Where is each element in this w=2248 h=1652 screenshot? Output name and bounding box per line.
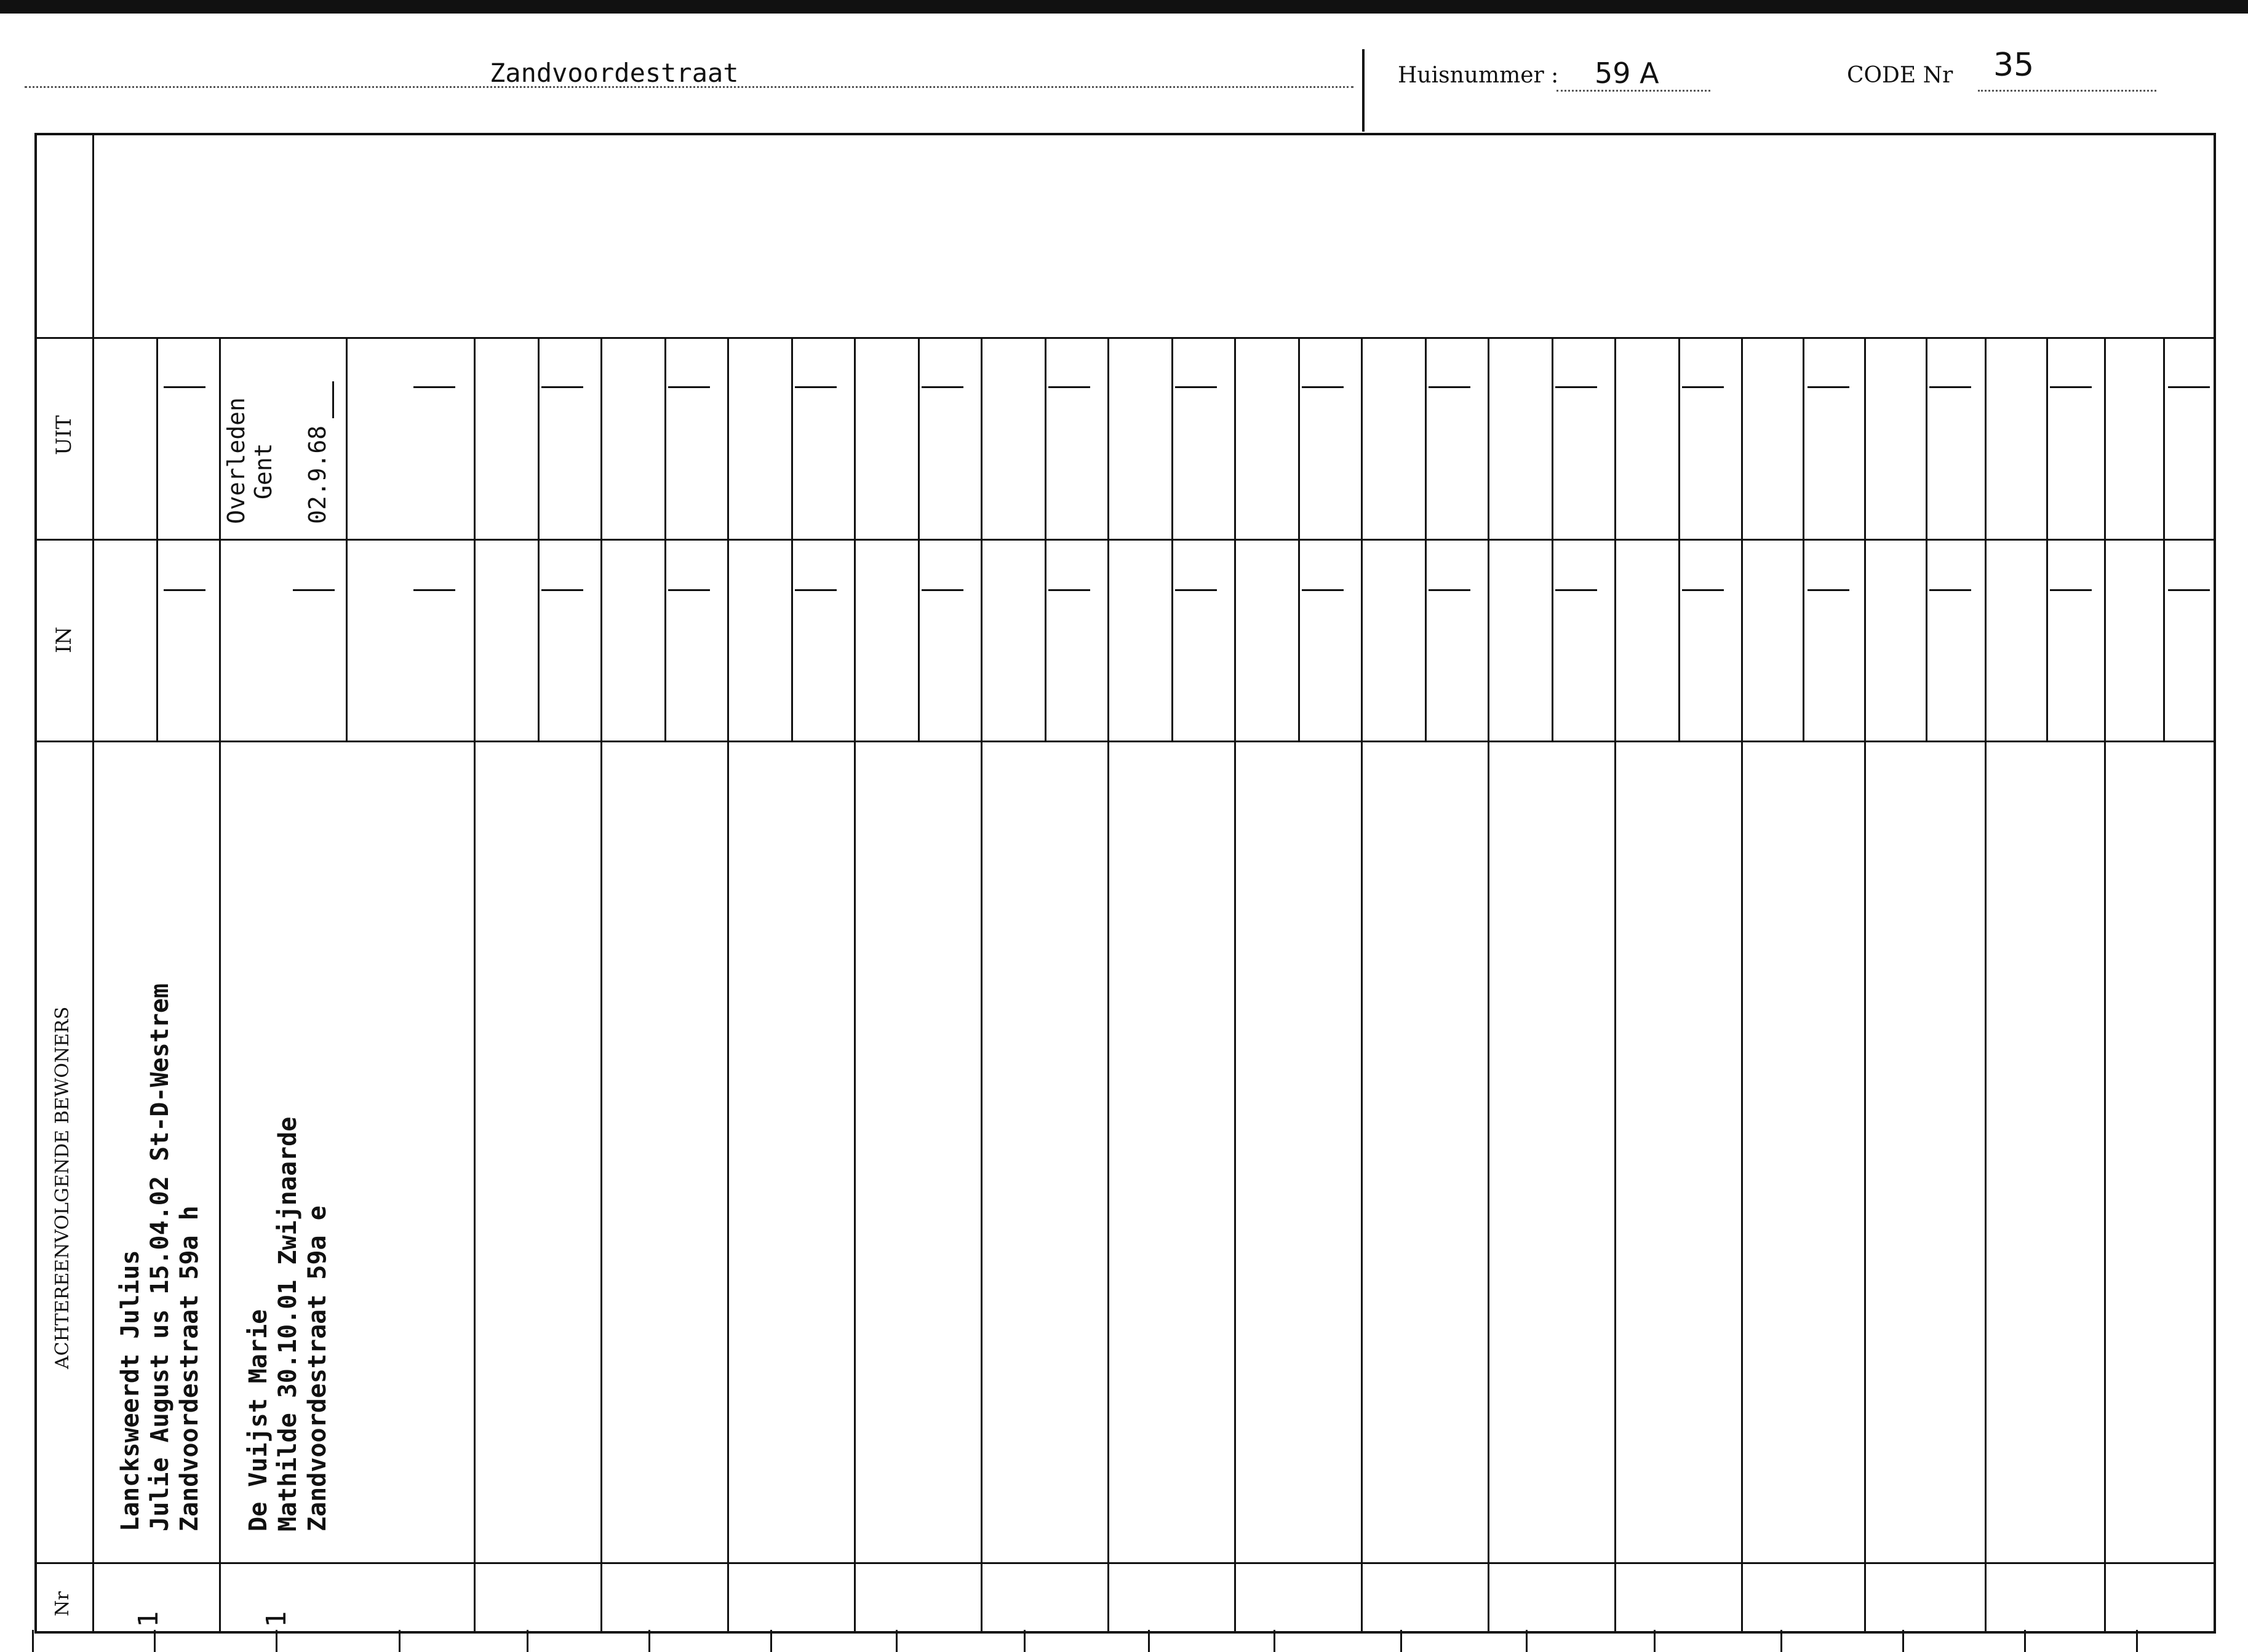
- resident-2-line-3: Zandvoordestraat 59a e: [303, 1205, 332, 1531]
- sub-column-divider: [538, 337, 540, 741]
- line-bewoners-nr: [34, 1562, 2216, 1564]
- code-label: CODE Nr: [1847, 63, 1953, 88]
- bottom-tick: [1526, 1630, 1528, 1652]
- resident-2-line-2: Mathilde 30.10.01 Zwijnaarde: [274, 1116, 302, 1531]
- sub-column-divider: [791, 337, 793, 741]
- bottom-tick: [1400, 1630, 1402, 1652]
- column-divider: [1107, 337, 1109, 1631]
- code-number-value: 35: [1993, 47, 2035, 84]
- in-dash: [1048, 589, 1090, 591]
- street-name: Zandvoordestraat: [490, 58, 739, 88]
- label-nr: Nr: [52, 1591, 73, 1616]
- bottom-tick: [1654, 1630, 1656, 1652]
- column-divider: [219, 337, 221, 1631]
- sub-column-divider: [1678, 337, 1680, 741]
- uit-dash: [1682, 386, 1724, 388]
- house-number-value: 59 A: [1595, 57, 1659, 90]
- uit-dash: [1808, 386, 1849, 388]
- sub-column-divider: [1171, 337, 1173, 741]
- uit-dash: [1175, 386, 1217, 388]
- column-divider: [981, 337, 983, 1631]
- uit-dash: [1929, 386, 1971, 388]
- sub-column-divider: [1425, 337, 1427, 741]
- uit-dash: [164, 386, 205, 388]
- in-dash: [2168, 589, 2210, 591]
- uit-dash: [541, 386, 583, 388]
- in-dash: [1175, 589, 1217, 591]
- header-divider: [1362, 49, 1365, 132]
- sub-column-divider: [2163, 337, 2165, 741]
- sub-column-divider: [918, 337, 920, 741]
- uit-dash: [1429, 386, 1470, 388]
- line-bottom: [34, 1631, 2216, 1634]
- column-divider: [474, 337, 476, 1631]
- uit-1-note: Overleden Gent: [223, 397, 277, 524]
- resident-entry-2: [244, 1117, 332, 1531]
- street-dotted-line: [25, 86, 1353, 88]
- in-dash: [413, 589, 455, 591]
- uit-dash: [413, 386, 455, 388]
- sub-column-divider: [1045, 337, 1046, 741]
- uit-dash: [1048, 386, 1090, 388]
- sub-column-divider: [1298, 337, 1300, 741]
- bottom-tick: [2024, 1630, 2026, 1652]
- column-divider: [1234, 337, 1236, 1631]
- bottom-tick: [1148, 1630, 1150, 1652]
- column-divider: [1864, 337, 1866, 1631]
- bottom-tick: [1902, 1630, 1904, 1652]
- resident-1-nr: 1: [133, 1611, 164, 1627]
- in-dash: [1555, 589, 1597, 591]
- column-divider: [1488, 337, 1489, 1631]
- sub-column-divider: [1803, 337, 1804, 741]
- label-uit: UIT: [52, 415, 76, 455]
- uit-dash: [668, 386, 710, 388]
- in-dash: [795, 589, 837, 591]
- column-divider: [727, 337, 729, 1631]
- uit-dash: [1302, 386, 1344, 388]
- column-divider: [1361, 337, 1363, 1631]
- house-number-dotted-line: [1556, 90, 1710, 92]
- column-divider: [600, 337, 602, 1631]
- uit-dash: [1555, 386, 1597, 388]
- resident-1-line-1: Lancksweerdt Julius: [116, 1250, 145, 1531]
- resident-1-line-2: Julie August us 15.04.02 St-D-Westrem: [146, 983, 174, 1531]
- bottom-tick: [1024, 1630, 1026, 1652]
- resident-2-line-1: De Vuijst Marie: [244, 1309, 273, 1531]
- line-in-bewoners: [34, 741, 2216, 742]
- uit-dash: [795, 386, 837, 388]
- column-divider: [2104, 337, 2106, 1631]
- code-dotted-line: [1978, 90, 2156, 92]
- in-dash: [1682, 589, 1724, 591]
- bottom-tick: [1273, 1630, 1275, 1652]
- sub-column-divider: [346, 337, 348, 741]
- column-divider: [854, 337, 856, 1631]
- in-dash: [1808, 589, 1849, 591]
- label-column-divider: [92, 134, 94, 1632]
- bottom-tick: [1780, 1630, 1782, 1652]
- uit-1-date: 02.9.68: [304, 425, 331, 524]
- sub-column-divider: [1552, 337, 1553, 741]
- bottom-tick: [896, 1630, 898, 1652]
- bottom-tick: [399, 1630, 401, 1652]
- bottom-tick: [527, 1630, 528, 1652]
- column-divider: [1985, 337, 1987, 1631]
- bottom-tick: [648, 1630, 650, 1652]
- uit-dash: [2168, 386, 2210, 388]
- resident-1-line-3: Zandvoordestraat 59a h: [175, 1205, 204, 1531]
- scan-top-edge: [0, 0, 2248, 14]
- sub-column-divider: [156, 337, 158, 741]
- bottom-tick: [154, 1630, 156, 1652]
- house-number-label: Huisnummer :: [1398, 63, 1559, 88]
- sub-column-divider: [2046, 337, 2048, 741]
- uit-dash: [2050, 386, 2092, 388]
- sub-column-divider: [1926, 337, 1927, 741]
- uit-dash: [922, 386, 963, 388]
- in-dash: [2050, 589, 2092, 591]
- resident-2-nr: 1: [261, 1611, 292, 1627]
- column-divider: [1741, 337, 1743, 1631]
- in-dash: [1929, 589, 1971, 591]
- register-form: [34, 133, 2216, 1634]
- in-dash: [1302, 589, 1344, 591]
- sub-column-divider: [664, 337, 666, 741]
- bottom-tick: [276, 1630, 277, 1652]
- in-dash: [668, 589, 710, 591]
- line-top-section: [34, 337, 2216, 339]
- bottom-tick: [2136, 1630, 2138, 1652]
- label-bewoners: ACHTEREENVOLGENDE BEWONERS: [52, 1006, 73, 1369]
- in-dash: [293, 589, 335, 591]
- column-divider: [1614, 337, 1616, 1631]
- in-dash: [922, 589, 963, 591]
- in-dash: [1429, 589, 1470, 591]
- bottom-tick: [770, 1630, 772, 1652]
- in-dash: [164, 589, 205, 591]
- resident-entry-1: [116, 983, 204, 1531]
- label-in: IN: [52, 626, 76, 653]
- uit-date-marker: [332, 381, 334, 418]
- line-uit-in: [34, 539, 2216, 541]
- bottom-tick: [32, 1630, 34, 1652]
- in-dash: [541, 589, 583, 591]
